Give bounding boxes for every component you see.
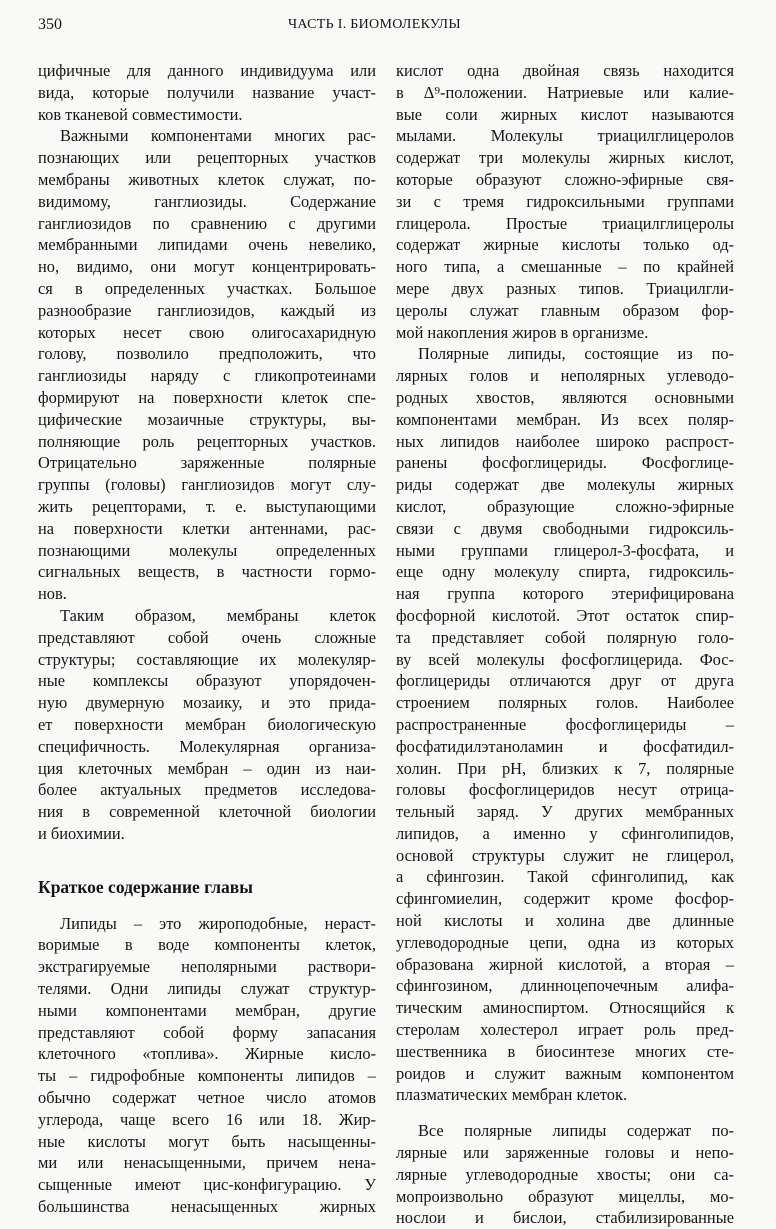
text-line: сфингомиелин, содержит кроме фосфор- — [396, 889, 734, 909]
text-line: ной кислоты и холина две длинные — [396, 911, 734, 931]
left-column — [38, 60, 376, 1218]
text-line: лярные или заряженные головы и непо- — [396, 1143, 734, 1163]
text-line: мембраны животных клеток служат, по- — [38, 169, 376, 189]
text-line: разнообразие ганглиозидов, каждый из — [38, 300, 376, 320]
text-line: церолы служат главным образом фор- — [396, 300, 734, 320]
running-title: ЧАСТЬ I. БИОМОЛЕКУЛЫ — [288, 17, 461, 32]
text-line: углерода, чаще всего 16 или 18. Жир- — [38, 1109, 376, 1129]
text-line: компонентами мембран. Из всех поляр- — [396, 409, 734, 429]
text-line: познающими молекулы определенных — [38, 540, 376, 560]
text-line: обычно содержат четное число атомов — [38, 1088, 376, 1108]
text-line: ет поверхности мембран биологическую — [38, 714, 376, 734]
text-line: формируют на поверхности клеток спе- — [38, 387, 376, 407]
text-line: Все полярные липиды содержат по- — [418, 1121, 734, 1141]
text-line: глицерола. Простые триацилглицеролы — [396, 213, 734, 233]
text-line: ганглиозиды наряду с гликопротеинами — [38, 366, 376, 386]
text-line: нослои и бислои, стабилизированные — [396, 1208, 734, 1228]
text-line: головы фосфоглицеридов несут отрица- — [396, 780, 734, 800]
text-line: ков тканевой совместимости. — [38, 104, 243, 124]
text-line: группы (головы) ганглиозидов могут слу- — [38, 475, 376, 495]
text-line: ты – гидрофобные компоненты липидов – — [38, 1066, 376, 1086]
text-line: связи с двумя свободными гидроксиль- — [396, 518, 734, 538]
text-line: ная группа которого этерифицирована — [396, 584, 734, 604]
text-line: тельный заряд. У других мембранных — [396, 802, 734, 822]
text-line: мой накопления жиров в организме. — [396, 322, 649, 342]
text-line: та представляет собой полярную голо- — [396, 627, 734, 647]
text-line: на поверхности клетки антеннами, рас- — [38, 518, 376, 538]
text-line: нов. — [38, 584, 67, 604]
text-line: представляют собой очень сложные — [38, 627, 376, 647]
text-line: родных хвостов, являются основными — [396, 387, 734, 407]
section-heading: Краткое содержание главы — [38, 876, 253, 897]
text-line: ганглиозидов по сравнению с другими — [38, 213, 376, 233]
text-line: распространенные фосфоглицериды – — [396, 714, 734, 734]
text-line: сфингозином, длинноцепочечным алифа- — [396, 976, 734, 996]
text-line: фосфорной кислотой. Этот остаток спир- — [396, 605, 734, 625]
page-number: 350 — [38, 16, 62, 33]
text-line: липидов, а именно у сфинголипидов, — [396, 823, 734, 843]
text-line: ных липидов наиболее широко распрост- — [396, 431, 734, 451]
text-line: ранены фосфоглицериды. Фосфоглице- — [396, 453, 734, 473]
page-header — [38, 14, 738, 40]
text-line: ные комплексы образуют упорядочен- — [38, 671, 376, 691]
text-line: и биохимии. — [38, 823, 125, 843]
text-line: специфичность. Молекулярная организа- — [38, 736, 376, 756]
text-line: Важными компонентами многих рас- — [60, 126, 376, 146]
text-line: сигнальных веществ, в частности гормо- — [38, 562, 376, 582]
text-line: структуры; составляющие их молекуляр- — [38, 649, 376, 669]
text-line: углеводородные цепи, одна из которых — [396, 932, 734, 952]
text-line: образована жирной кислотой, а вторая – — [396, 954, 734, 974]
text-line: большинства ненасыщенных жирных — [38, 1197, 376, 1217]
text-line: мембранными липидами очень невелико, — [38, 235, 376, 255]
text-line: но, видимо, они могут концентрировать- — [38, 257, 376, 277]
text-line: содержат три молекулы жирных кислот, — [396, 148, 734, 168]
text-line: строением полярных голов. Наиболее — [396, 693, 734, 713]
text-line: кислот, образующие сложно-эфирные — [396, 496, 734, 516]
text-line: зи с тремя гидроксильными группами — [396, 191, 734, 211]
text-line: вида, которые получили название участ- — [38, 82, 376, 102]
text-line: еще одну молекулу спирта, гидроксиль- — [396, 562, 734, 582]
text-line: шественника в биосинтезе многих сте- — [396, 1041, 734, 1061]
paragraph — [396, 343, 734, 1106]
text-line: роидов и служит важным компонентом — [396, 1063, 734, 1083]
text-line: а сфингозин. Такой сфинголипид, как — [396, 867, 734, 887]
text-line: сыщенные имеют цис-конфигурацию. У — [38, 1175, 376, 1195]
text-line: представляют собой форму запасания — [38, 1022, 376, 1042]
text-line: полняющие роль рецепторных участков. — [38, 431, 376, 451]
text-line: видимому, ганглиозиды. Содержание — [38, 191, 376, 211]
text-line: воримые в воде компоненты клеток, — [38, 935, 376, 955]
paragraph — [396, 60, 734, 343]
text-line: ния в современной клеточной биологии — [38, 802, 376, 822]
text-line: ные кислоты могут быть насыщенны- — [38, 1131, 376, 1151]
text-line: мопроизвольно образуют мицеллы, мо- — [396, 1186, 734, 1206]
right-column — [396, 60, 734, 1229]
text-line: мере двух разных типов. Триацилгли- — [396, 278, 734, 298]
text-line: ми или ненасыщенными, причем нена- — [38, 1153, 376, 1173]
paragraph — [38, 913, 376, 1218]
text-line: которых несет свою олигосахаридную — [38, 322, 376, 342]
text-line: Липиды – это жироподобные, нераст- — [60, 913, 376, 933]
text-line: ция клеточных мембран – один из наи- — [38, 758, 376, 778]
text-line: кислот одна двойная связь находится — [396, 61, 734, 80]
text-line: телями. Одни липиды служат структур- — [38, 979, 376, 999]
paragraph — [396, 1120, 734, 1229]
paragraph — [38, 125, 376, 605]
text-line: в Δ⁹-положении. Натриевые или калие- — [396, 82, 734, 102]
text-line: плазматических мембран клеток. — [396, 1085, 628, 1105]
text-line: мылами. Молекулы триацилглицеролов — [396, 126, 734, 146]
text-line: ного типа, а смешанные – по крайней — [396, 257, 734, 277]
text-line: ную двумерную мозаику, и это прида- — [38, 693, 376, 713]
text-line: жить рецепторами, т. е. выступающими — [38, 496, 376, 516]
text-line: вые соли жирных кислот называются — [396, 104, 734, 124]
text-line: цифичные для данного индивидуума или — [38, 61, 376, 80]
text-line: риды содержат две молекулы жирных — [396, 475, 734, 495]
text-line: лярных голов и неполярных углеводо- — [396, 366, 734, 386]
text-line: голову, позволило предположить, что — [38, 344, 376, 364]
text-line: ся в определенных участках. Большое — [38, 278, 376, 298]
text-line: познающих или рецепторных участков — [38, 148, 376, 168]
text-line: холин. При pH, близких к 7, полярные — [396, 758, 734, 778]
text-line: стеролам холестерол играет роль пред- — [396, 1020, 734, 1040]
paragraph — [38, 605, 376, 845]
text-line: основой структуры служит не глицерол, — [396, 845, 734, 865]
text-line: ными компонентами мембран, другие — [38, 1000, 376, 1020]
text-line: лярные углеводородные хвосты; они са- — [396, 1164, 734, 1184]
text-line: фоглицериды отличаются друг от друга — [396, 671, 734, 691]
text-line: Полярные липиды, состоящие из по- — [418, 344, 734, 364]
text-line: ными группами глицерол-3-фосфата, и — [396, 540, 734, 560]
text-line: ву всей молекулы фосфоглицерида. Фос- — [396, 649, 734, 669]
paragraph — [38, 60, 376, 125]
text-line: цифические мозаичные структуры, вы- — [38, 409, 376, 429]
text-line: клеточного «топлива». Жирные кисло- — [38, 1044, 376, 1064]
text-line: Отрицательно заряженные полярные — [38, 453, 376, 473]
text-line: содержат жирные кислоты только од- — [396, 235, 734, 255]
text-line: более актуальных предметов исследова- — [38, 780, 376, 800]
text-line: экстрагируемые неполярными раствори- — [38, 957, 376, 977]
text-line: которые образуют сложно-эфирные свя- — [396, 169, 734, 189]
text-line: фосфатидилэтаноламин и фосфатидил- — [396, 736, 734, 756]
text-line: тическим аминоспиртом. Относящийся к — [396, 998, 734, 1018]
text-line: Таким образом, мембраны клеток — [60, 605, 376, 625]
